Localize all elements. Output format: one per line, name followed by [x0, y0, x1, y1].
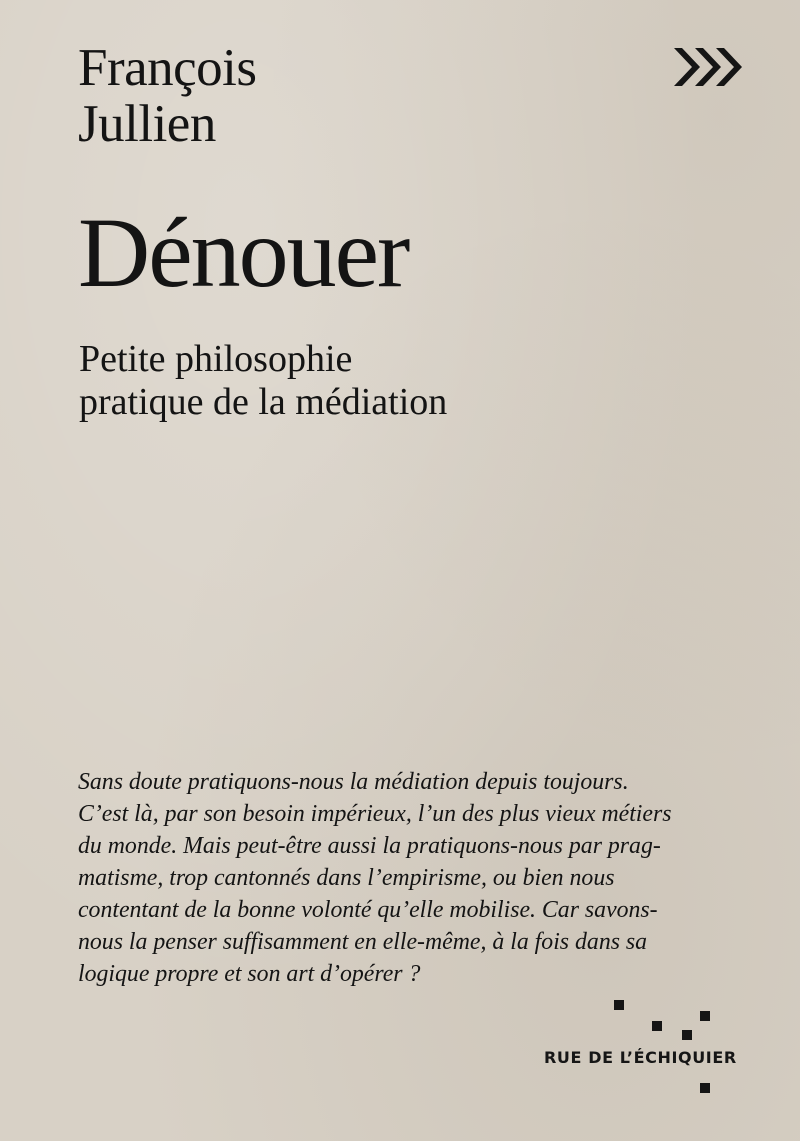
author-name — [78, 40, 257, 152]
blurb-line: C’est là, par son besoin impérieux, l’un des plus vieux métiers — [78, 801, 672, 827]
blurb-line: matisme, trop cantonnés dans l’empirisme, ou bien nous — [78, 865, 615, 891]
back-blurb — [78, 766, 746, 990]
blurb-line: contentant de la bonne volonté qu’elle mobilise. Car savons- — [78, 897, 658, 923]
book-subtitle — [79, 338, 447, 424]
publisher-name: RUE DE L’ÉCHIQUIER — [544, 1048, 737, 1067]
subtitle-line-2: pratique de la médiation — [79, 381, 448, 423]
checkerboard-squares-icon — [600, 990, 740, 1100]
author-first-name: François — [78, 39, 257, 97]
blurb-line: logique propre et son art d’opérer ? — [78, 961, 421, 987]
blurb-line: Sans doute pratiquons-nous la médiation depuis toujours. — [78, 769, 629, 795]
subtitle-line-1: Petite philosophie — [79, 338, 353, 380]
blurb-line: nous la penser suffisamment en elle-même, à la fois dans sa — [78, 929, 648, 955]
triple-chevron-icon — [674, 44, 742, 90]
blurb-line: du monde. Mais peut-être aussi la pratiquons-nous par prag- — [78, 833, 661, 859]
book-title: Dénouer — [78, 197, 409, 308]
author-last-name: Jullien — [78, 95, 216, 153]
